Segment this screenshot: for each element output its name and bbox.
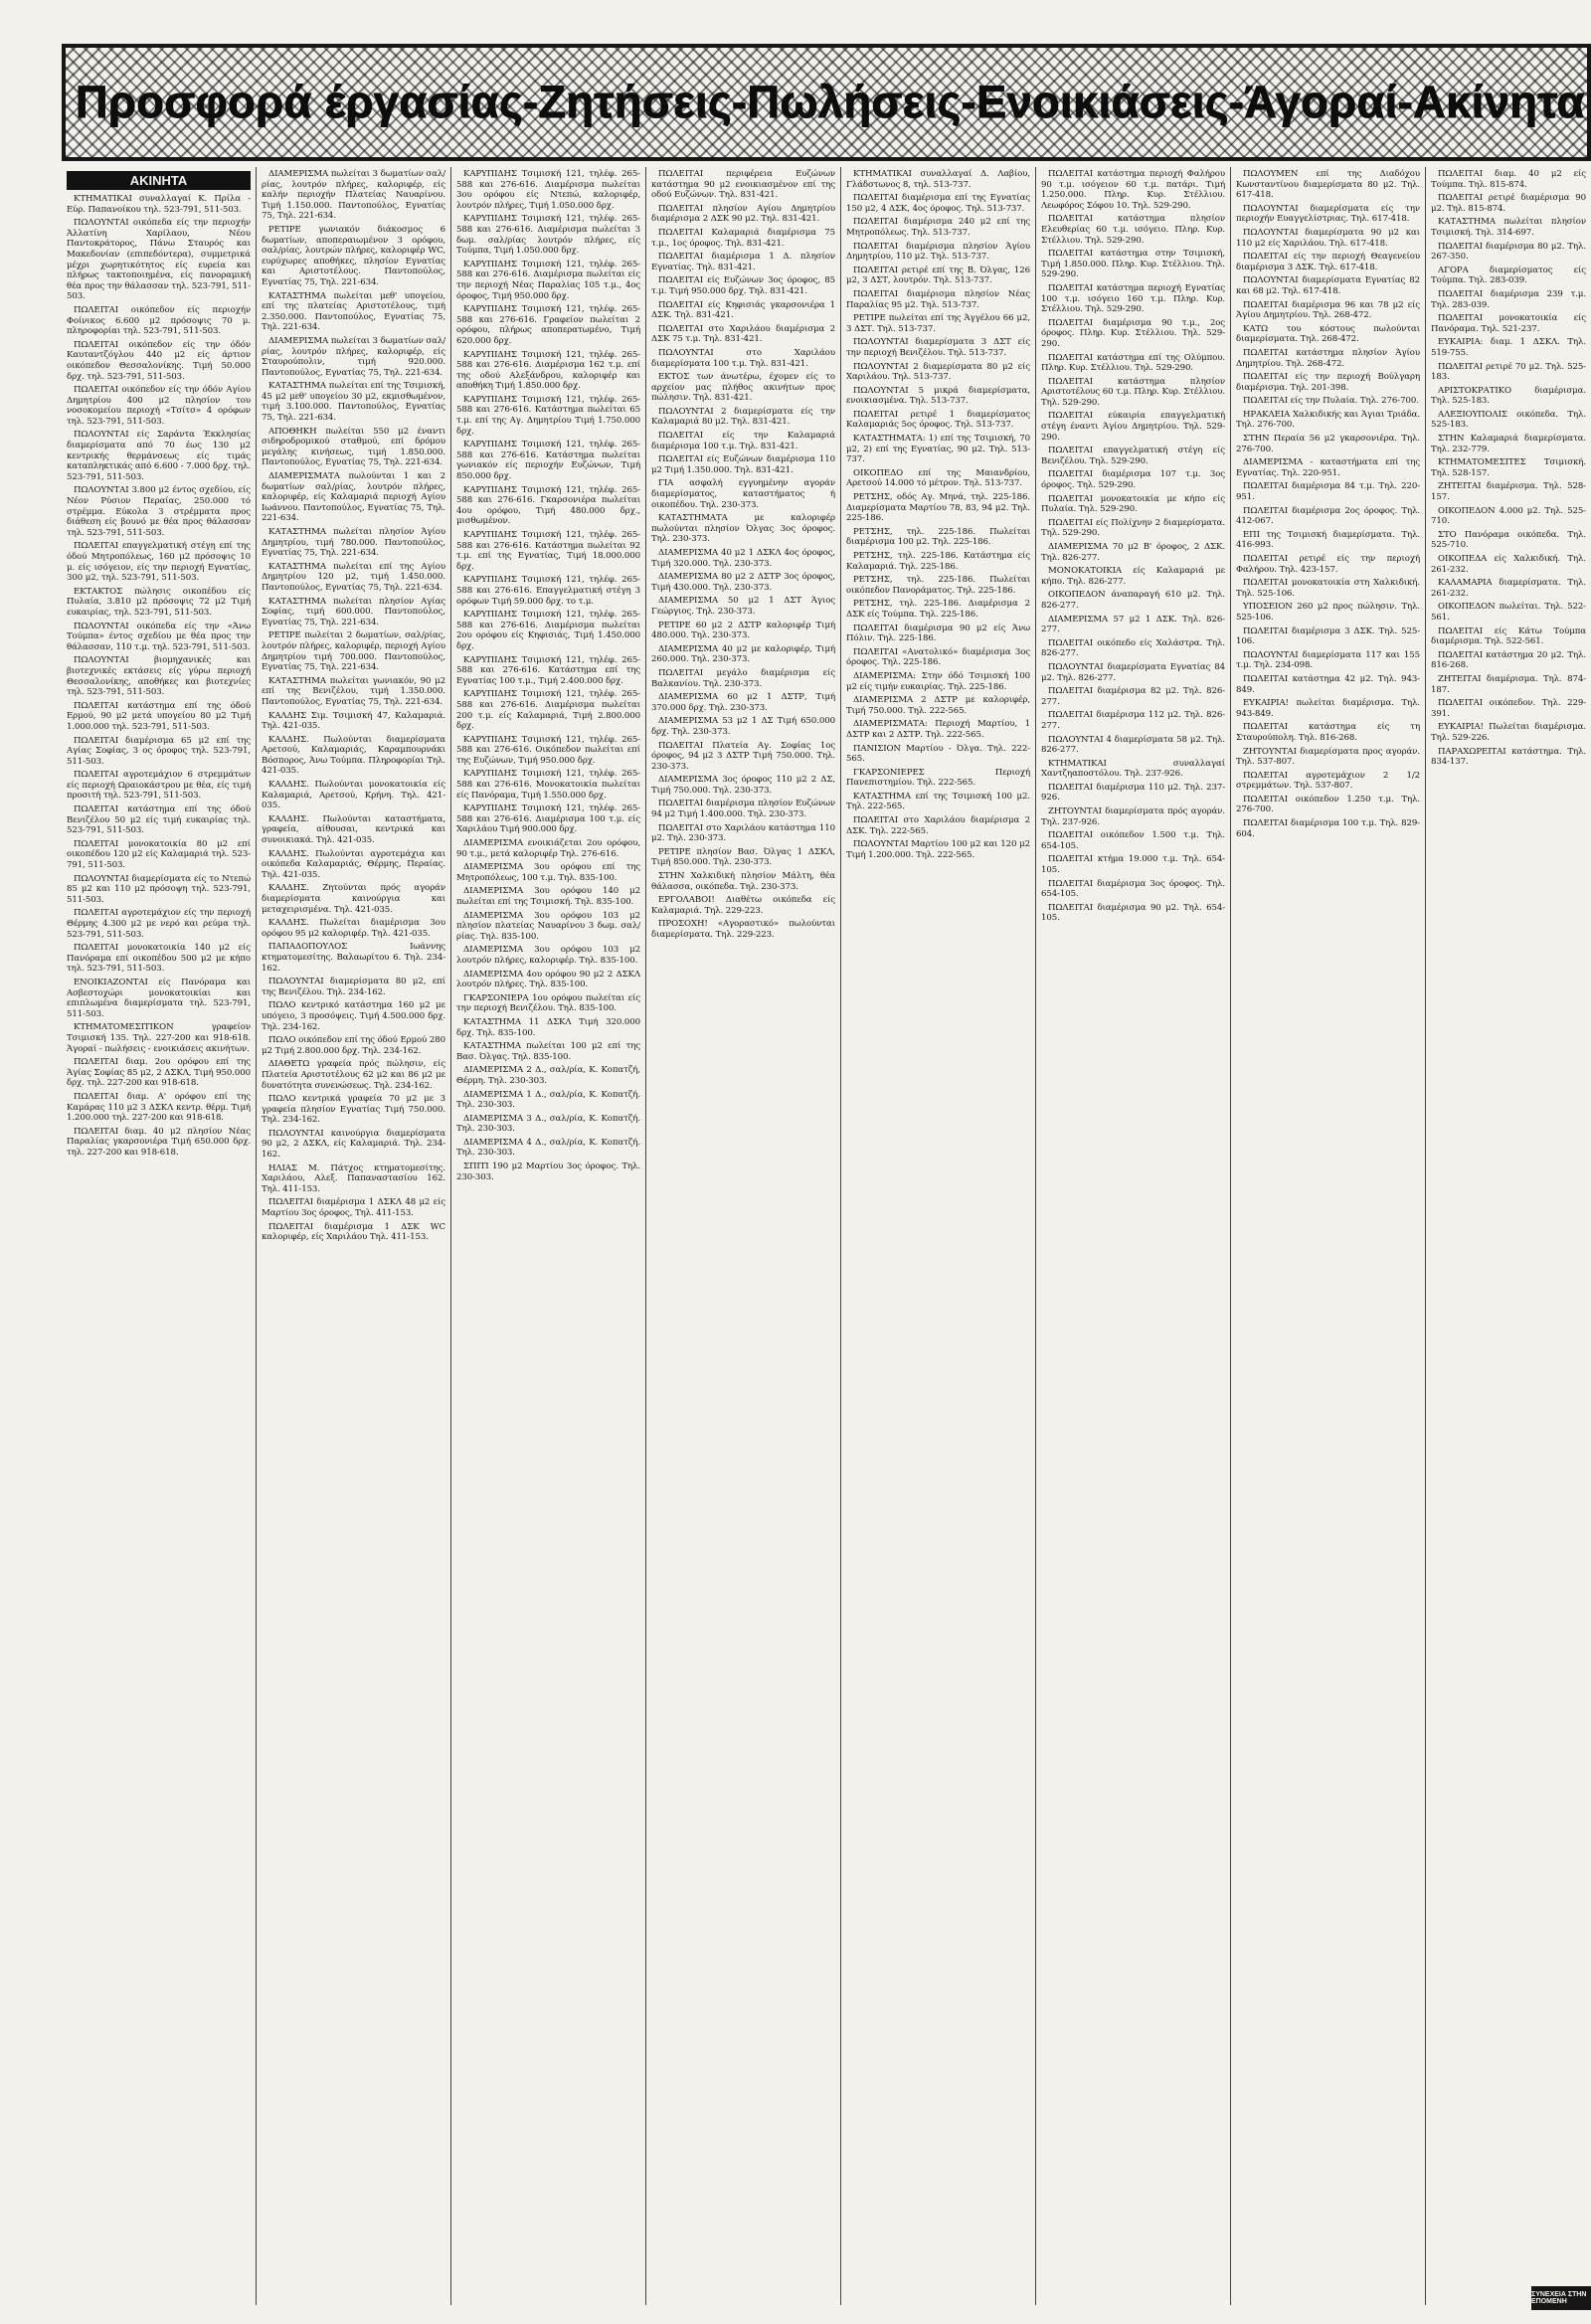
classified-ad: ΠΩΛΕΙΤΑΙ κατάστημα επί της όδού Βενιζέλου 50 μ2 είς τιμή ευκαιρίας τηλ. 523-791, 511-503.	[67, 804, 251, 836]
classified-ad: ΠΩΛΟΥΝΤΑΙ 4 διαμερίσματα 58 μ2. Τηλ. 826-277.	[1041, 734, 1225, 756]
classified-ad: ΠΩΛΕΙΤΑΙ διαμέρισμα 90 μ2 είς Άνω Πόλιν. Τηλ. 225-186.	[846, 623, 1030, 644]
classified-ad: ΠΩΛΟΥΝΤΑΙ διαμερίσματα Εγνατίας 82 και 68 μ2. Τηλ. 617-418.	[1236, 275, 1420, 296]
classified-ad: ΚΑΛΔΗΣ. Πωλείται διαμέρισμα 3ου ορόφου 95 μ2 καλοριφέρ. Τηλ. 421-035.	[262, 918, 445, 939]
classified-ad: ΠΩΛΟΥΝΤΑΙ οικόπεδα είς την «Άνω Τούμπα» έντος σχεδίου με θέα προς την θάλασσαν, 110 τ.μ. τηλ. 523-791, 511-503.	[67, 621, 251, 652]
classified-ad: ΠΩΛΟΥΜΕΝ επί της Διαδόχου Κωνσταντίνου διαμερίσματα 80 μ2. Τηλ. 617-418.	[1236, 169, 1420, 201]
classified-ad: ΚΑΡΥΠΙΔΗΣ Τσιμισκή 121, τηλέφ. 265-588 και 276-616. Γραφείον πωλείται 2 ορόφου, πλήρως αποπερατωμένο, Τιμή 620.000 δρχ.	[456, 304, 640, 346]
classified-ad: ΠΩΛΕΙΤΑΙ ρετιρέ 1 διαμερίσματος Καλαμαριάς 5ος όροφος. Τηλ. 513-737.	[846, 409, 1030, 431]
classified-ad: ΠΩΛΕΙΤΑΙ ρετιρέ είς την περιοχή Φαλήρου. Τηλ. 423-157.	[1236, 554, 1420, 575]
classified-ad: ΔΙΑΜΕΡΙΣΜΑ 3ου ορόφου 103 μ2 πλησίον πλατείας Ναυαρίνου 3 δωμ. σαλ/ρίας. Τηλ. 835-100.	[456, 910, 640, 942]
classified-ad: ΚΑΡΥΠΙΔΗΣ Τσιμισκή 121, τηλέφ. 265-588 και 276-616. Επαγγελματική στέγη 3 ορόφων Τιμή 59.000 δρχ. το τ.μ.	[456, 575, 640, 607]
classified-ad: ΕΥΚΑΙΡΙΑ! Πωλείται διαμέρισμα. Τηλ. 529-226.	[1431, 722, 1586, 743]
classified-ad: ΠΩΛΕΙΤΑΙ διαμέρισμα 84 τ.μ. Τηλ. 220-951.	[1236, 481, 1420, 503]
classified-ad: ΚΤΗΜΑΤΙΚΑΙ συναλλαγαί Κ. Πρίλα - Εύρ. Παπανοίκου τηλ. 523-791, 511-503.	[67, 194, 251, 215]
classified-ad: ΠΩΛΕΙΤΑΙ διαμέρισμα επί της Εγνατίας 150 μ2, 4 ΔΣΚ, 4ος όροφος. Τηλ. 513-737.	[846, 193, 1030, 214]
classified-ad: ΠΩΛΕΙΤΑΙ διαμέρισμα 2ος όροφος. Τηλ. 412-067.	[1236, 505, 1420, 527]
classified-ad: ΚΑΤΑΣΤΗΜΑ πωλείται πλησίον Άγίου Δημητρίου, τιμή 780.000. Παντοπούλος, Εγνατίας 75, Τηλ. 221-634.	[262, 527, 445, 559]
classified-ad: ΠΩΛΕΙΤΑΙ οικόπεδον 1.500 τ.μ. Τηλ. 654-105.	[1041, 830, 1225, 851]
classified-ad: ΠΡΟΣΟΧΗ! «Αγοραστικό» πωλούνται διαμερίσματα. Τηλ. 229-223.	[651, 919, 835, 940]
classified-ad: ΚΑΤΑΣΤΗΜΑ πωλείται 100 μ2 επί της Βασ. Όλγας. Τηλ. 835-100.	[456, 1041, 640, 1062]
classified-ad: ΠΩΛΟΥΝΤΑΙ διαμερίσματα Εγνατίας 84 μ2. Τηλ. 826-277.	[1041, 661, 1225, 683]
classified-ad: ΔΙΑΜΕΡΙΣΜΑ 50 μ2 1 ΔΣΤ Άγιος Γεώργιος. Τηλ. 230-373.	[651, 596, 835, 617]
classified-ad: ΔΙΑΜΕΡΙΣΜΑ 4ου ορόφου 90 μ2 2 ΔΣΚΛ λουτρόν πλήρες. Τηλ. 835-100.	[456, 969, 640, 990]
classified-ad: ΔΙΑΜΕΡΙΣΜΑ 1 Δ., σαλ/ρία, Κ. Κοπατζή. Τηλ. 230-303.	[456, 1089, 640, 1111]
classified-ad: ΠΩΛΕΙΤΑΙ κατάστημα περιοχή Φαλήρου 90 τ.μ. ισόγειον 60 τ.μ. πατάρι. Τιμή 1.250.000. Πληρ. Κυρ. Στέλλιου. Λεωφόρος Σόφου 10. Τηλ. 529-290.	[1041, 169, 1225, 211]
classified-ad: ΚΑΡΥΠΙΔΗΣ Τσιμισκή 121, τηλέφ. 265-588 και 276-616. Μονοκατοικία πωλείται είς Πανόραμα, Τιμή 1.550.000 δρχ.	[456, 769, 640, 801]
classified-ad: ΔΙΑΜΕΡΙΣΜΑ πωλείται 3 δωματίων σαλ/ρίας, λουτρόν πλήρες, καλοριφέρ, είς καλήν περιοχήν Πλατείας Ναυαρίνου. Τιμή 1.150.000. Παντοπούλος, Εγνατίας 75, Τηλ. 221-634.	[262, 169, 445, 222]
classified-ad: ΠΩΛΕΙΤΑΙ κατάστημα πλησίον Ελευθερίας 60 τ.μ. ισόγειο. Πληρ. Κυρ. Στέλλιου. Τηλ. 529-290.	[1041, 214, 1225, 246]
classified-ad: ΠΩΛΕΙΤΑΙ διαμέρισμα 96 και 78 μ2 είς Άγίου Δημητρίου. Τηλ. 268-472.	[1236, 299, 1420, 321]
classified-ad: ΠΩΛΕΙΤΑΙ κτήμα 19.000 τ.μ. Τηλ. 654-105.	[1041, 854, 1225, 876]
classified-ad: ΠΩΛΕΙΤΑΙ είς την Καλαμαριά διαμέρισμα 100 τ.μ. Τηλ. 831-421.	[651, 431, 835, 451]
classified-ad: ΔΙΑΜΕΡΙΣΜΑ 3ου ορόφου 103 μ2 λουτρόν πλήρες, καλοριφέρ. Τηλ. 835-100.	[456, 945, 640, 966]
classified-ad: ΠΩΛΕΙΤΑΙ κατάστημα 20 μ2. Τηλ. 816-268.	[1431, 649, 1586, 671]
classified-ad: ΣΤΗΝ Περαία 56 μ2 γκαρσονιέρα. Τηλ. 276-700.	[1236, 434, 1420, 454]
classified-ad: ΚΑΡΥΠΙΔΗΣ Τσιμισκή 121, τηλέφ. 265-588 και 276-616. Οικόπεδον πωλείται επί της Ευζώνων, Τιμή 950.000 δρχ.	[456, 734, 640, 766]
classified-ad: ΑΓΟΡΑ διαμερίσματος είς Τούμπα. Τηλ. 283-039.	[1431, 265, 1586, 286]
classified-ad: ΠΩΛΕΙΤΑΙ διαμέρισμα 239 τ.μ. Τηλ. 283-039.	[1431, 288, 1586, 310]
classified-ad: ΠΩΛΟΥΝΤΑΙ διαμερίσματα 90 μ2 και 110 μ2 είς Χαριλάου. Τηλ. 617-418.	[1236, 227, 1420, 249]
classified-columns	[62, 167, 1591, 2305]
classified-ad: ΚΑΤΑΣΤΗΜΑ πωλείται πλησίον Αγίας Σοφίας, τιμή 600.000. Παντοπούλος, Εγνατίας 75, Τηλ. 221-634.	[262, 596, 445, 627]
classified-ad: ΠΩΛΕΙΤΑΙ μονοκατοικία στη Χαλκιδική. Τηλ. 525-106.	[1236, 578, 1420, 599]
classified-ad: ΓΙΑ ασφαλή εγγυημένην αγοράν διαμερίσματος, καταστήματος ή οικοπέδου. Τηλ. 230-373.	[651, 478, 835, 510]
classified-ad: ΣΤΗΝ Χαλκιδική πλησίον Μάλτη, θέα θάλασσα, οικόπεδα. Τηλ. 230-373.	[651, 871, 835, 892]
classified-ad: ΠΩΛΕΙΤΑΙ διαμέρισμα 80 μ2. Τηλ. 267-350.	[1431, 241, 1586, 263]
classified-ad: ΔΙΑΜΕΡΙΣΜΑΤΑ: Περιοχή Μαρτίου, 1 ΔΣΤΡ και 2 ΔΣΤΡ. Τηλ. 222-565.	[846, 719, 1030, 740]
classified-ad: ΚΑΤΑΣΤΗΜΑ πωλείται πλησίον Τσιμισκή. Τηλ. 314-697.	[1431, 217, 1586, 238]
classified-ad: ΔΙΑΜΕΡΙΣΜΑ 40 μ2 με καλοριφέρ, Τιμή 260.000. Τηλ. 230-373.	[651, 643, 835, 665]
classified-ad: ΠΩΛΕΙΤΑΙ διαμ. 40 μ2 είς Τούμπα. Τηλ. 815-874.	[1431, 169, 1586, 190]
classified-ad: ΠΩΛΟΥΝΤΑΙ διαμερίσματα 3 ΔΣΤ είς την περιοχή Βενιζέλου. Τηλ. 513-737.	[846, 337, 1030, 358]
classified-ad: ΠΩΛΕΙΤΑΙ διαμέρισμα 112 μ2. Τηλ. 826-277.	[1041, 710, 1225, 731]
classified-ad: ΣΤΗΝ Καλαμαριά διαμερίσματα. Τηλ. 232-779.	[1431, 434, 1586, 454]
classified-ad: ΚΑΤΑΣΤΗΜΑ πωλείται γωνιακόν, 90 μ2 επί της Βενιζέλου, τιμή 1.350.000. Παντοπούλος, Εγνατίας 75, Τηλ. 221-634.	[262, 675, 445, 707]
classified-ad: ΚΑΛΑΜΑΡΙΑ διαμερίσματα. Τηλ. 261-232.	[1431, 578, 1586, 599]
classified-ad: ΚΑΤΑΣΤΗΜΑ πωλείται επί της Τσιμισκή, 45 μ2 μεθ' υπογείου 30 μ2, εκμισθωμένον, τιμή 3.100.000. Παντοπούλος, Εγνατίας 75, Τηλ. 221-634.	[262, 381, 445, 424]
classified-ad: ΠΩΛΕΙΤΑΙ οικόπεδο είς Χαλάστρα. Τηλ. 826-277.	[1041, 637, 1225, 659]
classified-ad: ΔΙΑΜΕΡΙΣΜΑ πωλείται 3 δωματίων σαλ/ρίας, λουτρόν πλήρες, καλοριφέρ, είς Σταυρούπολιν, τιμή 920.000. Παντοπούλος, Εγνατίας 75, Τηλ. 221-634.	[262, 335, 445, 378]
classified-ad: ΠΩΛΕΙΤΑΙ είς Ευζώνων 3ος όροφος, 85 τ.μ. Τιμή 950.000 δρχ. Τηλ. 831-421.	[651, 275, 835, 296]
classified-ad: ΕΡΓΟΛΑΒΟΙ! Διαθέτω οικόπεδα είς Καλαμαριά. Τηλ. 229-223.	[651, 895, 835, 916]
classified-ad: ΠΩΛΕΙΤΑΙ είς την Πυλαία. Τηλ. 276-700.	[1243, 396, 1419, 407]
classified-ad: ΡΕΤΙΡΕ 60 μ2 2 ΔΣΤΡ καλοριφέρ Τιμή 480.000. Τηλ. 230-373.	[651, 620, 835, 641]
column-7	[1231, 167, 1426, 2305]
classified-ad: ΚΑΡΥΠΙΔΗΣ Τσιμισκή 121, τηλέφ. 265-588 και 276-616. Κατάστημα επί της Εγνατίας 100 τ.μ., Τιμή 2.400.000 δρχ.	[456, 654, 640, 686]
classified-ad: ΠΩΛΟΥΝΤΑΙ στο Χαριλάου διαμερίσματα 100 τ.μ. Τηλ. 831-421.	[651, 347, 835, 369]
classified-ad: ΠΩΛΕΙΤΑΙ διαμ. 40 μ2 πλησίον Νέας Παραλίας γκαρσονιέρα Τιμή 650.000 δρχ. τηλ. 227-200 και 918-618.	[67, 1126, 251, 1158]
classified-ad: ΠΩΛΕΙΤΑΙ μεγάλο διαμέρισμα είς Βαλκανίου. Τηλ. 230-373.	[651, 667, 835, 689]
classified-ad: ΠΩΛΕΙΤΑΙ οικόπεδον είς περιοχήν Φοίνικος 6.600 μ2 πρόσοψις 70 μ. πληροφορίαι τηλ. 523-791, 511-503.	[67, 304, 251, 337]
classified-ad: ΔΙΑΜΕΡΙΣΜΑ 53 μ2 1 ΔΣ Τιμή 650.000 δρχ. Τηλ. 230-373.	[651, 716, 835, 737]
classified-ad: ΠΩΛΕΙΤΑΙ διαμέρισμα πλησίον Άγίου Δημητρίου, 110 μ2. Τηλ. 513-737.	[846, 241, 1030, 263]
classified-ad: ΖΗΤΟΥΝΤΑΙ διαμερίσματα πρός αγοράν. Τηλ. 237-926.	[1041, 806, 1225, 827]
classified-ad: ΕΚΤΟΣ των άνωτέρω, έχομεν είς το αρχείον μας πλήθος ακινήτων προς πώλησιν. Τηλ. 831-421.	[651, 372, 835, 404]
classified-ad: ΚΑΛΔΗΣ Σιμ. Τσιμισκή 47, Καλαμαριά. Τηλ. 421-035.	[262, 710, 445, 732]
classified-ad: ΠΑΝΙΣΙΟΝ Μαρτίου - Όλγα. Τηλ. 222-565.	[846, 743, 1030, 765]
classified-ad: ΠΩΛΕΙΤΑΙ είς την περιοχή Θεαγενείου διαμέρισμα 3 ΔΣΚ. Τηλ. 617-418.	[1236, 252, 1420, 272]
classified-ad: ΠΩΛΕΙΤΑΙ μονοκατοικία 140 μ2 είς Πανόραμα επί οικοπέδου 500 μ2 με κήπο τηλ. 523-791, 511-503.	[67, 943, 251, 975]
classified-ad: ΟΙΚΟΠΕΔΟΝ πωλείται. Τηλ. 522-561.	[1431, 602, 1586, 623]
classified-ad: ΑΛΕΞΙΟΥΠΟΛΙΣ οικόπεδα. Τηλ. 525-183.	[1431, 409, 1586, 431]
classified-ad: ΠΩΛΕΙΤΑΙ διαμέρισμα 3 ΔΣΚ. Τηλ. 525-106.	[1236, 626, 1420, 647]
classified-ad: ΕΚΤΑΚΤΟΣ πώλησις οικοπέδου είς Πυλαία, 3.810 μ2 πρόσοψις 72 μ2 Τιμή ευκαιρίας, τηλ. 523-791, 511-503.	[67, 586, 251, 618]
classified-ad: ΟΙΚΟΠΕΔΑ είς Χαλκιδική. Τηλ. 261-232.	[1431, 554, 1586, 575]
classified-ad: ΠΩΛΕΙΤΑΙ κατάστημα επί της Ολύμπου. Πληρ. Κυρ. Στέλλιου. Τηλ. 529-290.	[1041, 352, 1225, 374]
classified-ad: ΠΩΛΕΙΤΑΙ Πλατεία Αγ. Σοφίας 1ος όροφος, 94 μ2 3 ΔΣΤΡ Τιμή 750.000. Τηλ. 230-373.	[651, 740, 835, 772]
classified-ad: ΟΙΚΟΠΕΔΟ επί της Μαιανδρίου, Αρετσού 14.000 τό μέτρον. Τηλ. 513-737.	[846, 467, 1030, 489]
classified-ad: ΚΑΡΥΠΙΔΗΣ Τσιμισκή 121, τηλέφ. 265-588 και 276-616. Κατάστημα πωλείται γωνιακόν είς περιοχήν Ευζώνων, Τιμή 850.000 δρχ.	[456, 440, 640, 482]
classified-ad: ΔΙΑΜΕΡΙΣΜΑ 2 Δ., σαλ/ρία, Κ. Κοπατζή, Θέρμη. Τηλ. 230-303.	[456, 1065, 640, 1086]
classified-ad: ΑΡΙΣΤΟΚΡΑΤΙΚΟ διαμέρισμα. Τηλ. 525-183.	[1431, 385, 1586, 407]
classified-ad: ΚΑΡΥΠΙΔΗΣ Τσιμισκή 121, τηλέφ. 265-588 και 276-616. Διαμέρισμα πωλείται 3 δωμ. σαλ/ρίας λουτρόν πλήρες, είς Τούμπα, Τιμή 1.050.000 δρχ.	[456, 214, 640, 257]
classified-ad: ΠΩΛΕΙΤΑΙ διαμέρισμα 1 ΔΣΚ WC καλοριφέρ, είς Χαριλάου Τηλ. 411-153.	[262, 1221, 445, 1243]
classified-ad: ΚΑΡΥΠΙΔΗΣ Τσιμισκή 121, τηλέφ. 265-588 και 276-616. Κατάστημα πωλείται 92 τ.μ. επί της Εγνατίας, Τιμή 18.000.000 δρχ.	[456, 530, 640, 572]
classified-ad: ΣΠΙΤΙ 190 μ2 Μαρτίου 3ος όροφος. Τηλ. 230-303.	[456, 1162, 640, 1182]
classified-ad: ΚΑΤΑΣΤΗΜΑ επί της Τσιμισκή 100 μ2. Τηλ. 222-565.	[846, 791, 1030, 812]
classified-ad: ΔΙΑΜΕΡΙΣΜΑ ενοικιάζεται 2ου ορόφου, 90 τ.μ., μετά καλοριφέρ Τηλ. 276-616.	[456, 838, 640, 859]
classified-ad: ΠΩΛΟΥΝΤΑΙ οικόπεδα είς την περιοχήν Άλλατίνη Χαρίλαου, Νέου Παντοκράτορος, Πάνω Σταυρός και Μακεδονίαν (επιπεδόντερα), συμμετρικά μέχρι χωρητικότητος είς ευρεία και πλήρως τακτοποιημένα, είς πανοραμική θέα προς την θάλασσαν τηλ. 523-791, 511-503.	[67, 218, 251, 302]
classified-ad: ΠΩΛΕΙΤΑΙ μονοκατοικία με κήπο είς Πυλαία. Τηλ. 529-290.	[1041, 493, 1225, 515]
classified-ad: ΠΩΛΟ οικόπεδον επί της όδού Ερμού 280 μ2 Τιμή 2.800.000 δρχ. Τηλ. 234-162.	[262, 1035, 445, 1056]
classified-ad: ΠΩΛΕΙΤΑΙ κατάστημα πλησίον Άγίου Δημητρίου. Τηλ. 268-472.	[1236, 347, 1420, 369]
classified-ad: ΠΩΛΕΙΤΑΙ αγροτεμάχιον 6 στρεμμάτων είς περιοχή Ωραιοκάστρου με θέα, είς τιμή προσιτή τηλ. 523-791, 511-503.	[67, 770, 251, 802]
classified-ad: ΠΑΠΑΔΟΠΟΥΛΟΣ Ιωάννης κτηματομεσίτης. Βαλαωρίτου 6. Τηλ. 234-162.	[262, 942, 445, 974]
classified-ad: ΠΩΛΕΙΤΑΙ στο Χαριλάου κατάστημα 110 μ2. Τηλ. 230-373.	[651, 822, 835, 844]
classified-ad: ΠΩΛΕΙΤΑΙ κατάστημα είς τη Σταυρούπολη. Τηλ. 816-268.	[1236, 722, 1420, 743]
classified-ad: ΔΙΑΜΕΡΙΣΜΑ - καταστήματα επί της Εγνατίας. Τηλ. 220-951.	[1236, 457, 1420, 478]
classified-ad: ΡΕΤΣΗΣ, τηλ. 225-186. Πωλείται οικόπεδον Πανοράματος. Τηλ. 225-186.	[846, 575, 1030, 596]
classified-ad: ΖΗΤΕΙΤΑΙ διαμέρισμα. Τηλ. 528-157.	[1431, 481, 1586, 503]
classified-ad: ΠΩΛΕΙΤΑΙ οικόπεδον 1.250 τ.μ. Τηλ. 276-700.	[1236, 794, 1420, 815]
classified-ad: ΠΩΛΕΙΤΑΙ διαμέρισμα 1 ΔΣΚΛ 48 μ2 είς Μαρτίου 3ος όροφος, Τηλ. 411-153.	[262, 1197, 445, 1219]
classified-ad: ΠΩΛΕΙΤΑΙ οικόπεδον είς την όδόν Καυταντζόγλου 440 μ2 είς άρτιον οικόπεδον Θεσσαλονίκης. Τιμή 50.000 δρχ. τηλ. 523-791, 511-503.	[67, 339, 251, 382]
column-1	[62, 167, 257, 2305]
classified-ad: ΜΟΝΟΚΑΤΟΙΚΙΑ είς Καλαμαριά με κήπο. Τηλ. 826-277.	[1041, 566, 1225, 587]
classified-ad: ΚΑΤΑΣΤΗΜΑΤΑ: 1) επί της Τσιμισκή, 70 μ2, 2) επί της Εγνατίας, 90 μ2. Τηλ. 513-737.	[846, 434, 1030, 465]
classified-ad: ΠΩΛΟΥΝΤΑΙ 5 μικρά διαμερίσματα, ενοικιασμένα. Τηλ. 513-737.	[846, 385, 1030, 407]
classified-ad: ΡΕΤΣΗΣ, τηλ. 225-186. Διαμέρισμα 2 ΔΣΚ είς Τούμπα. Τηλ. 225-186.	[846, 599, 1030, 620]
classified-ad: ΔΙΑΜΕΡΙΣΜΑΤΑ πωλούνται 1 και 2 δωματίων σαλ/ρίας, λουτρόν πλήρες, καλοριφέρ, είς Καλαμαριά περιοχή Αγίου Ιωάννου. Παντοπούλος, Εγνατίας 75, Τηλ. 221-634.	[262, 471, 445, 524]
classified-ad: ΡΕΤΙΡΕ πλησίον Βασ. Όλγας 1 ΔΣΚΛ, Τιμή 850.000. Τηλ. 230-373.	[651, 846, 835, 868]
classified-ad: ΕΥΚΑΙΡΙΑ! πωλείται διαμέρισμα. Τηλ. 943-849.	[1236, 698, 1420, 719]
classified-ad: ΠΩΛΟΥΝΤΑΙ καινούργια διαμερίσματα 90 μ2, 2 ΔΣΚΛ, είς Καλαμαριά. Τηλ. 234-162.	[262, 1128, 445, 1161]
classified-ad: ΚΑΛΔΗΣ. Πωλούνται διαμερίσματα Αρετσού, Καλαμαριάς, Καραμπουρνάκι Βόσπορος, Άνω Τούμπα. Πληροφορίαι Τηλ. 421-035.	[262, 734, 445, 777]
classified-ad: ΚΑΡΥΠΙΔΗΣ Τσιμισκή 121, τηλέφ. 265-588 και 276-616. Γκαρσονιέρα πωλείται 4ου ορόφου, Τιμή 480.000 δρχ., μισθωμένον.	[456, 484, 640, 527]
classified-ad: ΚΑΡΥΠΙΔΗΣ Τσιμισκή 121, τηλέφ. 265-588 και 276-616. Κατάστημα πωλείται 65 τ.μ. επί της Αγ. Δημητρίου Τιμή 1.750.000 δρχ.	[456, 394, 640, 437]
classified-ad: ΠΩΛΕΙΤΑΙ αγροτεμάχιον είς την περιοχή Θέρμης 4.300 μ2 με νερό και ρεύμα τηλ. 523-791, 511-503.	[67, 908, 251, 940]
classified-ad: ΠΩΛΕΙΤΑΙ διαμέρισμα 110 μ2. Τηλ. 237-926.	[1041, 782, 1225, 804]
classified-ad: ΔΙΑΜΕΡΙΣΜΑ: Στην όδό Τσιμισκή 100 μ2 είς τιμήν ευκαιρίας. Τηλ. 225-186.	[846, 670, 1030, 692]
classified-ad: ΚΑΤΑΣΤΗΜΑΤΑ με καλοριφέρ πωλούνται πλησίον Όλγας 3ος όροφος. Τηλ. 230-373.	[651, 513, 835, 545]
classified-ad: ΥΠΟΣΕΙΟΝ 260 μ2 προς πώλησιν. Τηλ. 525-106.	[1236, 602, 1420, 623]
classified-ad: ΖΗΤΟΥΝΤΑΙ διαμερίσματα προς αγοράν. Τηλ. 537-807.	[1236, 746, 1420, 768]
classified-ad: ΠΩΛΕΙΤΑΙ μονοκατοικία 80 μ2 επί οικοπέδου 120 μ2 είς Καλαμαριά τηλ. 523-791, 511-503.	[67, 838, 251, 871]
classified-ad: ΠΩΛΕΙΤΑΙ «Ανατολικό» διαμέρισμα 3ος όροφος. Τηλ. 225-186.	[846, 646, 1030, 668]
classified-ad: ΣΤΟ Πανόραμα οικόπεδα. Τηλ. 525-710.	[1431, 529, 1586, 551]
classified-ad: ΟΙΚΟΠΕΔΟΝ 4.000 μ2. Τηλ. 525-710.	[1431, 505, 1586, 527]
classified-ad: ΔΙΑΜΕΡΙΣΜΑ 3ου ορόφου 140 μ2 πωλείται επί της Τσιμισκή. Τηλ. 835-100.	[456, 886, 640, 907]
classified-ad: ΡΕΤΣΗΣ, οδός Αγ. Μηνά, τηλ. 225-186. Διαμερίσματα Μαρτίου 78, 83, 94 μ2. Τηλ. 225-186.	[846, 492, 1030, 524]
column-3	[451, 167, 646, 2305]
classified-ad: ΠΩΛΕΙΤΑΙ κατάστημα επί της όδού Ερμού, 90 μ2 μετά υπογείου 80 μ2 Τιμή 1.000.000 τηλ. 523-791, 511-503.	[67, 700, 251, 732]
classified-banner	[62, 44, 1591, 161]
classified-ad: ΔΙΑΜΕΡΙΣΜΑ 80 μ2 2 ΔΣΤΡ 3ος όροφος, Τιμή 430.000. Τηλ. 230-373.	[651, 572, 835, 593]
classified-ad: ΔΙΑΜΕΡΙΣΜΑ 3ος όροφος 110 μ2 2 ΔΣ, Τιμή 750.000. Τηλ. 230-373.	[651, 775, 835, 796]
column-5	[841, 167, 1036, 2305]
classified-ad: ΠΩΛΕΙΤΑΙ ρετιρέ 70 μ2. Τηλ. 525-183.	[1431, 361, 1586, 383]
classified-ad: ΠΩΛΕΙΤΑΙ κατάστημα 42 μ2. Τηλ. 943-849.	[1236, 673, 1420, 695]
classified-ad: ΠΩΛΕΙΤΑΙ διαμέρισμα 240 μ2 επί της Μητροπόλεως. Τηλ. 513-737.	[846, 217, 1030, 238]
column-2	[257, 167, 451, 2305]
classified-ad: ΠΩΛΕΙΤΑΙ επαγγελματική στέγη επί της όδού Μητροπόλεως, 160 μ2 πρόσοψις 10 μ. είς ισόγειον, είς την περιοχή Εγνατίας, 300 μ2, τηλ. 523-791, 511-503.	[67, 541, 251, 584]
classified-ad: ΕΥΚΑΙΡΙΑ: διαμ. 1 ΔΣΚΛ. Τηλ. 519-755.	[1431, 337, 1586, 358]
classified-ad: ΚΑΡΥΠΙΔΗΣ Τσιμισκή 121, τηλέφ. 265-588 και 276-616. Διαμέρισμα πωλείται 2ου ορόφου είς Κηφισιάς, Τιμή 1.450.000 δρχ.	[456, 610, 640, 651]
classified-ad: ΠΩΛΕΙΤΑΙ στο Χαριλάου διαμέρισμα 2 ΔΣΚ 75 τ.μ. Τηλ. 831-421.	[651, 323, 835, 345]
classified-ad: ΠΩΛΕΙΤΑΙ πλησίον Αγίου Δημητρίου διαμέρισμα 2 ΔΣΚ 90 μ2. Τηλ. 831-421.	[651, 203, 835, 225]
classified-ad: ΔΙΑΜΕΡΙΣΜΑ 60 μ2 1 ΔΣΤΡ, Τιμή 370.000 δρχ. Τηλ. 230-373.	[651, 692, 835, 713]
classified-ad: ΠΩΛΕΙΤΑΙ ρετιρέ επί της Β. Όλγας, 126 μ2, 3 ΔΣΤ, λουτρόν. Τηλ. 513-737.	[846, 265, 1030, 286]
classified-ad: ΔΙΑΜΕΡΙΣΜΑ 4 Δ., σαλ/ρία, Κ. Κοπατζή. Τηλ. 230-303.	[456, 1137, 640, 1159]
banner-title: Προσφορά έργασίας-Ζητήσεις-Πωλήσεις-Ενοικιάσεις-Άγοραί-Ακίνητα	[76, 77, 1585, 127]
classified-ad: ΚΤΗΜΑΤΙΚΑΙ συναλλαγαί Χαντζηαποστόλου. Τηλ. 237-926.	[1041, 758, 1225, 780]
classified-ad: ΠΩΛΕΙΤΑΙ διαμέρισμα 90 τ.μ., 2ος όροφος. Πληρ. Κυρ. Στέλλιου. Τηλ. 529-290.	[1041, 317, 1225, 349]
classified-ad: ΡΕΤΣΗΣ, τηλ. 225-186. Πωλείται διαμέρισμα 100 μ2. Τηλ. 225-186.	[846, 526, 1030, 548]
classified-ad: ΓΚΑΡΣΟΝΙΕΡΕΣ Περιοχή Πανεπιστημίου. Τηλ. 222-565.	[846, 767, 1030, 789]
classified-ad: ΚΑΤΑΣΤΗΜΑ πωλείται επί της Αγίου Δημητρίου 120 μ2, τιμή 1.450.000. Παντοπούλος, Εγνατίας 75, Τηλ. 221-634.	[262, 561, 445, 593]
classified-ad: ΠΩΛΟΥΝΤΑΙ είς Σαράντα Έκκλησίας διαμερίσματα από 70 έως 130 μ2 κεντρικής θερμάνσεως είς τιμάς καταπληκτικάς από 6.600 - 7.000 δρχ. τηλ. 523-791, 511-503.	[67, 430, 251, 482]
classified-ad: ΡΕΤΣΗΣ, τηλ. 225-186. Κατάστημα είς Καλαμαριά. Τηλ. 225-186.	[846, 551, 1030, 572]
classified-ad: ΔΙΑΜΕΡΙΣΜΑ 70 μ2 Β' όροφος, 2 ΔΣΚ. Τηλ. 826-277.	[1041, 542, 1225, 563]
classified-ad: ΕΝΟΙΚΙΑΖΟΝΤΑΙ είς Πανόραμα και Ασβεστοχώρι μονοκατοικίαι και επιπλωμένα διαμερίσματα τηλ. 523-791, 511-503.	[67, 977, 251, 1019]
classified-ad: ΠΩΛΕΙΤΑΙ κατάστημα στην Τσιμισκή, Τιμή 1.850.000. Πληρ. Κυρ. Στέλλιου. Τηλ. 529-290.	[1041, 249, 1225, 280]
classified-ad: ΠΩΛΕΙΤΑΙ εύκαιρία επαγγελματική στέγη έναντι Άγίου Δημητρίου. Τηλ. 529-290.	[1041, 411, 1225, 443]
classified-ad: ΚΤΗΜΑΤΙΚΑΙ συναλλαγαί Δ. Λαβίου, Γλάδστωνος 8, τηλ. 513-737.	[846, 169, 1030, 190]
classified-ad: ΚΑΡΥΠΙΔΗΣ Τσιμισκή 121, τηλέφ. 265-588 και 276-616. Διαμέρισμα πωλείται 200 τ.μ. είς Καλαμαριά, Τιμή 2.800.000 δρχ.	[456, 689, 640, 732]
classified-ad: ΠΩΛΕΙΤΑΙ διαμέρισμα 82 μ2. Τηλ. 826-277.	[1041, 686, 1225, 707]
classified-ad: ΚΑΡΥΠΙΔΗΣ Τσιμισκή 121, τηλέφ. 265-588 και 276-616. Διαμέρισμα πωλείται είς την περιοχή Νέας Παραλίας 105 τ.μ., 4ος όροφος, Τιμή 950.000 δρχ.	[456, 259, 640, 301]
classified-ad: ΚΤΗΜΑΤΟΜΕΣΙΤΙΚΟΝ γραφείον Τσιμισκή 135. Τηλ. 227-200 και 918-618. Άγοραί - πωλήσεις - ενοικιάσεις ακινήτων.	[67, 1022, 251, 1054]
classified-ad: ΔΙΑΜΕΡΙΣΜΑ 40 μ2 1 ΔΣΚΛ 4ος όροφος, Τιμή 320.000. Τηλ. 230-373.	[651, 548, 835, 569]
classified-ad: ΠΩΛΟΥΝΤΑΙ βιομηχανικές και βιοτεχνικές εκτάσεις είς γύρω περιοχή Θεσσαλονίκης, αποθήκες και βιοτεχνίες τηλ. 523-791, 511-503.	[67, 655, 251, 698]
classified-ad: ΚΑΤΑΣΤΗΜΑ πωλείται μεθ' υπογείου, επί της πλατείας Αριστοτέλους, τιμή 2.350.000. Παντοπούλος, Εγνατίας 75, Τηλ. 221-634.	[262, 290, 445, 333]
classified-ad: ΠΩΛΕΙΤΑΙ επαγγελματική στέγη είς Βενιζέλου. Τηλ. 529-290.	[1041, 446, 1225, 466]
classified-ad: ΔΙΑΜΕΡΙΣΜΑ 3ου ορόφου επί της Μητροπόλεως, 100 τ.μ. Τηλ. 835-100.	[456, 862, 640, 883]
classified-ad: ΡΕΤΙΡΕ πωλείται επί της Άγγέλου 66 μ2, 3 ΔΣΤ. Τηλ. 513-737.	[846, 313, 1030, 334]
classified-ad: ΠΩΛΟΥΝΤΑΙ διαμερίσματα 80 μ2, επί της Βενιζέλου. Τηλ. 234-162.	[262, 977, 445, 997]
section-heading: ΑΚΙΝΗΤΑ	[67, 171, 251, 190]
classified-ad: ΗΡΑΚΛΕΙΑ Χαλκιδικής και Άγιαι Τριάδα. Τηλ. 276-700.	[1236, 409, 1420, 431]
classified-ad: ΚΑΡΥΠΙΔΗΣ Τσιμισκή 121, τηλέφ. 265-588 και 276-616. Διαμέρισμα 100 τ.μ. είς Χαριλάου Τιμή 900.000 δρχ.	[456, 804, 640, 835]
classified-ad: ΠΩΛΕΙΤΑΙ Καλαμαριά διαμέρισμα 75 τ.μ., 1ος όροφος. Τηλ. 831-421.	[651, 227, 835, 249]
classified-ad: ΡΕΤΙΡΕ πωλείται 2 δωματίων, σαλ/ρίας, λουτρόν πλήρες, καλοριφέρ, περιοχή Αγίου Δημητρίου τιμή 700.000. Παντοπούλος, Εγνατίας 75, Τηλ. 221-634.	[262, 630, 445, 673]
classified-ad: ΚΑΡΥΠΙΔΗΣ Τσιμισκή 121, τηλέφ. 265-588 και 276-616. Διαμέρισμα πωλείται 3ου ορόφου είς Ντεπώ, καλοριφέρ, λουτρόν πλήρες, Τιμή 1.050.000 δρχ.	[456, 169, 640, 211]
classified-ad: ΠΩΛΟΥΝΤΑΙ 2 διαμερίσματα είς την Καλαμαριά 80 μ2. Τηλ. 831-421.	[651, 406, 835, 428]
classified-ad: ΠΩΛΕΙΤΑΙ είς Κηφισιάς γκαρσονιέρα 1 ΔΣΚ. Τηλ. 831-421.	[651, 299, 835, 321]
classified-ad: ΠΩΛΕΙΤΑΙ διαμ. Α' ορόφου επί της Καμάρας 110 μ2 3 ΔΣΚΛ κεντρ. θέρμ. Τιμή 1.200.000 τηλ. 227-200 και 918-618.	[67, 1091, 251, 1124]
classified-ad: ΓΚΑΡΣΟΝΙΕΡΑ 1ου ορόφου πωλείται είς την περιοχή Βενιζέλου. Τηλ. 835-100.	[456, 992, 640, 1014]
classified-ad: ΠΩΛΕΙΤΑΙ διαμέρισμα 65 μ2 επί της Αγίας Σοφίας, 3 ος όροφος τηλ. 523-791, 511-503.	[67, 735, 251, 767]
classified-ad: ΚΤΗΜΑΤΟΜΕΣΙΤΕΣ Τσιμισκή. Τηλ. 528-157.	[1431, 457, 1586, 478]
classified-ad: ΠΩΛΟ κεντρικό κατάστημα 160 μ2 με υπόγειο, 3 προσόψεις. Τιμή 4.500.000 δρχ. Τηλ. 234-162.	[262, 1000, 445, 1032]
classified-ad: ΚΑΛΔΗΣ. Πωλούνται μονοκατοικία είς Καλαμαριά, Αρετσού, Κρήνη. Τηλ. 421-035.	[262, 780, 445, 811]
classified-ad: ΠΩΛΟΥΝΤΑΙ 3.800 μ2 έντος σχεδίου, είς Νέον Ρύσιον Περαίας, 250.000 τό στρέμμα. Εύκολα 3 στρέμματα προς διάθεση είς βουνό με θέα προς θάλασσαν τηλ. 523-791, 511-503.	[67, 485, 251, 538]
classified-ad: ΔΙΑΜΕΡΙΣΜΑ 57 μ2 1 ΔΣΚ. Τηλ. 826-277.	[1041, 614, 1225, 635]
classified-ad: ΠΩΛΕΙΤΑΙ διαμέρισμα 1 Δ. πλησίον Εγνατίας. Τηλ. 831-421.	[651, 252, 835, 272]
classified-ad: ΠΩΛΕΙΤΑΙ αγροτεμάχιον 2 1/2 στρεμμάτων. Τηλ. 537-807.	[1236, 770, 1420, 792]
classified-ad: ΟΙΚΟΠΕΔΟΝ άναπαραγή 610 μ2. Τηλ. 826-277.	[1041, 590, 1225, 611]
continuation-note: ΣΥΝΕΧΕΙΑ ΣΤΗΝ ΕΠΟΜΕΝΗ	[1531, 2286, 1591, 2310]
classified-ad: ΠΩΛΟ κεντρικά γραφεία 70 μ2 με 3 γραφεία πλησίον Εγνατίας Τιμή 750.000. Τηλ. 234-162.	[262, 1094, 445, 1126]
classified-ad: ΠΩΛΕΙΤΑΙ διαμέρισμα 107 τ.μ. 3ος όροφος. Τηλ. 529-290.	[1041, 469, 1225, 491]
classified-ad: ΠΩΛΟΥΝΤΑΙ Μαρτίου 100 μ2 και 120 μ2 Τιμή 1.200.000. Τηλ. 222-565.	[846, 839, 1030, 860]
classified-ad: ΠΩΛΕΙΤΑΙ είς Ευζώνων διαμέρισμα 110 μ2 Τιμή 1.350.000. Τηλ. 831-421.	[651, 454, 835, 475]
classified-ad: ΑΠΟΘΗΚΗ πωλείται 550 μ2 έναντι σιδηροδρομικού σταθμού, επί δρόμου μεγάλης κινήσεως, τιμή 1.850.000. Παντοπούλος, Εγνατίας 75, Τηλ. 221-634.	[262, 426, 445, 468]
classified-ad: ΔΙΑΜΕΡΙΣΜΑ 3 Δ., σαλ/ρία, Κ. Κοπατζή. Τηλ. 230-303.	[456, 1113, 640, 1135]
classified-ad: ΠΩΛΕΙΤΑΙ περιφέρεια Ευζώνων κατάστημα 90 μ2 ενοικιασμένον επί της οδού Ευζώνων. Τηλ. 831-421.	[651, 169, 835, 201]
classified-ad: ΖΗΤΕΙΤΑΙ διαμέρισμα. Τηλ. 874-187.	[1431, 673, 1586, 695]
classified-ad: ΠΩΛΕΙΤΑΙ κατάστημα πλησίον Αριστοτέλους 60 τ.μ. Πληρ. Κυρ. Στέλλιου. Τηλ. 529-290.	[1041, 376, 1225, 408]
classified-ad: ΔΙΑΜΕΡΙΣΜΑ 2 ΔΣΤΡ με καλοριφέρ, Τιμή 750.000. Τηλ. 222-565.	[846, 695, 1030, 716]
classified-ad: ΠΩΛΕΙΤΑΙ οικόπεδον. Τηλ. 229-391.	[1431, 698, 1586, 719]
classified-ad: ΠΩΛΕΙΤΑΙ ρετιρέ διαμέρισμα 90 μ2. Τηλ. 815-874.	[1431, 193, 1586, 214]
classified-ad: ΚΑΡΥΠΙΔΗΣ Τσιμισκή 121, τηλέφ. 265-588 και 276-616. Διαμέρισμα 162 τ.μ. επί της οδού Αλεξάνδρου, καλοριφέρ και αποθήκη Τιμή 1.850.000 δρχ.	[456, 349, 640, 392]
classified-ad: ΠΩΛΕΙΤΑΙ οικόπεδον είς την όδόν Αγίου Δημητρίου 400 μ2 πλησίον του νοσοκομείου περιοχή «Τσίτσ» 4 ορόφων τηλ. 523-791, 511-503.	[67, 385, 251, 427]
classified-ad: ΡΕΤΙΡΕ γωνιακόν διάκοσμος 6 δωματίων, αποπεραιωμένον 3 ορόφου, σαλ/ρίας, λουτρών πλήρες, καλοριφέρ WC, ευρύχωρες αποθήκες, πλησίον Εγνατίας και Αριστοτέλους. Παντοπούλος, Εγνατίας 75, Τηλ. 221-634.	[262, 224, 445, 287]
classified-ad: ΠΩΛΕΙΤΑΙ είς την περιοχή Βούλγαρη διαμέρισμα. Τηλ. 201-398.	[1236, 372, 1420, 393]
column-8	[1426, 167, 1591, 2305]
classified-ad: ΠΩΛΟΥΝΤΑΙ 2 διαμερίσματα 80 μ2 είς Χαριλάου. Τηλ. 513-737.	[846, 361, 1030, 383]
classified-ad: ΠΩΛΕΙΤΑΙ είς Κάτω Τούμπα διαμέρισμα. Τηλ. 522-561.	[1431, 626, 1586, 647]
classified-ad: ΠΑΡΑΧΩΡΕΙΤΑΙ κατάστημα. Τηλ. 834-137.	[1431, 746, 1586, 768]
classified-ad: ΠΩΛΕΙΤΑΙ διαμέρισμα 90 μ2. Τηλ. 654-105.	[1041, 902, 1225, 924]
classified-ad: ΚΑΛΔΗΣ. Πωλούνται καταστήματα, γραφεία, αίθουσαι, κεντρικά και συνοικιακά. Τηλ. 421-035.	[262, 813, 445, 846]
column-4	[646, 167, 841, 2305]
classified-ad: ΕΠΙ της Τσιμισκή διαμερίσματα. Τηλ. 416-993.	[1236, 529, 1420, 551]
classified-ad: ΚΑΛΔΗΣ. Πωλούνται αγροτεμάχια και οικόπεδα Καλαμαριάς, Θέρμης, Περαίας. Τηλ. 421-035.	[262, 848, 445, 880]
classified-ad: ΠΩΛΕΙΤΑΙ διαμέρισμα 100 τ.μ. Τηλ. 829-604.	[1236, 818, 1420, 839]
classified-ad: ΠΩΛΕΙΤΑΙ στο Χαριλάου διαμέρισμα 2 ΔΣΚ. Τηλ. 222-565.	[846, 815, 1030, 836]
classified-ad: ΚΑΤΩ του κόστους πωλούνται διαμερίσματα. Τηλ. 268-472.	[1236, 323, 1420, 345]
classified-ad: ΠΩΛΕΙΤΑΙ διαμέρισμα πλησίον Νέας Παραλίας 95 μ2. Τηλ. 513-737.	[846, 288, 1030, 310]
classified-ad: ΠΩΛΕΙΤΑΙ διαμέρισμα 3ος όροφος. Τηλ. 654-105.	[1041, 878, 1225, 900]
classified-ad: ΠΩΛΟΥΝΤΑΙ διαμερίσματα είς το Ντεπώ 85 μ2 και 110 μ2 πρόσοψη τηλ. 523-791, 511-503.	[67, 873, 251, 905]
classified-ad: ΠΩΛΕΙΤΑΙ διαμ. 2ου ορόφου επί της Άγίας Σοφίας 85 μ2, 2 ΔΣΚΛ, Τιμή 950.000 δρχ. τηλ. 227-200 και 918-618.	[67, 1057, 251, 1089]
classified-ad: ΠΩΛΕΙΤΑΙ είς Πολίχνην 2 διαμερίσματα. Τηλ. 529-290.	[1041, 517, 1225, 539]
classified-ad: ΠΩΛΕΙΤΑΙ μονοκατοικία είς Πανόραμα. Τηλ. 521-237.	[1431, 313, 1586, 334]
classified-ad: ΚΑΛΔΗΣ. Ζητούνται πρός αγοράν διαμερίσματα καινούργια και μεταχειρισμένα. Τηλ. 421-035.	[262, 883, 445, 915]
column-6	[1036, 167, 1231, 2305]
classified-ad: ΠΩΛΕΙΤΑΙ κατάστημα περιοχή Εγνατίας 100 τ.μ. ισόγειο 160 τ.μ. Πληρ. Κυρ. Στέλλιου. Τηλ. 529-290.	[1041, 282, 1225, 315]
classified-ad: ΔΙΑΘΕΤΩ γραφεία πρός πώλησιν, είς Πλατεία Αριστοτέλους 62 μ2 και 86 μ2 με δυνατότητα συνενώσεως. Τηλ. 234-162.	[262, 1059, 445, 1091]
classified-ad: ΚΑΤΑΣΤΗΜΑ 11 ΔΣΚΛ Τιμή 320.000 δρχ. Τηλ. 835-100.	[456, 1016, 640, 1038]
classified-ad: ΠΩΛΟΥΝΤΑΙ διαμερίσματα είς την περιοχήν Ευαγγελίστριας. Τηλ. 617-418.	[1236, 203, 1420, 225]
classified-ad: ΠΩΛΕΙΤΑΙ διαμέρισμα πλησίον Ευζώνων 94 μ2 Τιμή 1.400.000. Τηλ. 230-373.	[651, 799, 835, 820]
classified-ad: ΗΛΙΑΣ Μ. Πάτχος κτηματομεσίτης. Χαριλάου, Αλεξ. Παπαναστασίου 162. Τηλ. 411-153.	[262, 1162, 445, 1194]
classified-ad: ΠΩΛΟΥΝΤΑΙ διαμερίσματα 117 και 155 τ.μ. Τηλ. 234-098.	[1236, 649, 1420, 671]
